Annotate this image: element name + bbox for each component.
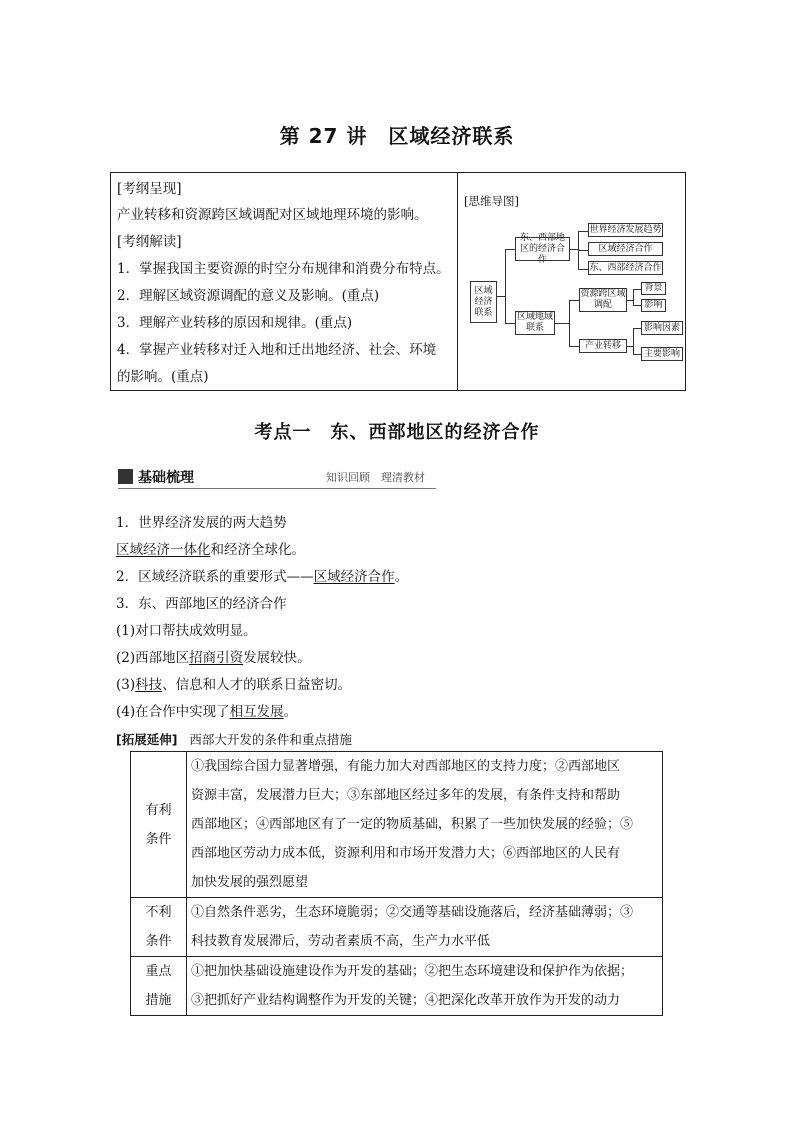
content-line — [116, 538, 305, 558]
mind-map-leaf: 主要影响 — [641, 347, 683, 361]
mind-map-leaf: 影响 — [641, 299, 666, 312]
cell-line: ③把抓好产业结构调整作为开发的关键；④把深化改革开放作为开发的动力 — [191, 993, 621, 1008]
mind-map-leaf: 背景 — [641, 282, 666, 295]
content-text: 。 — [283, 704, 298, 720]
cell-line: 西部地区劳动力成本低，资源利用和市场开发潜力大；⑥西部地区的人民有 — [191, 846, 621, 861]
divider — [118, 488, 436, 489]
content-text: 。 — [394, 569, 409, 585]
row-header — [131, 957, 187, 1016]
content-line — [116, 565, 408, 585]
content-line: (1)对口帮扶成效明显。 — [116, 623, 257, 639]
cell-line: 西部地区；④西部地区有了一定的物质基础，积累了一些加快发展的经验；⑤ — [191, 817, 634, 832]
extension-heading — [116, 730, 352, 748]
mind-map-leaf: 东、西部经济合作 — [588, 261, 663, 275]
table-row — [131, 752, 663, 898]
content-text: 发展较快。 — [243, 650, 311, 666]
mind-map-leaf: 影响因素 — [641, 321, 683, 335]
page-title: 第 27 讲 区域经济联系 — [279, 124, 515, 148]
mind-map-branch: 区域地域联系 — [516, 312, 553, 333]
conditions-table — [130, 751, 663, 1016]
content-text: (2)西部地区 — [116, 650, 190, 666]
cell-line: 加快发展的强烈愿望 — [191, 875, 309, 890]
mind-map-sub: 产业转移 — [579, 339, 627, 353]
basics-subtitle: 知识回顾 理清教材 — [326, 471, 425, 484]
basics-title: 基础梳理 — [138, 470, 194, 486]
mind-map-label: [思维导图] — [464, 194, 519, 208]
cell-line: 资源丰富，发展潜力巨大；③东部地区经过多年的发展，有条件支持和帮助 — [191, 788, 621, 803]
row-header-text: 重点 — [145, 964, 172, 979]
outline-line: 的影响。(重点) — [117, 369, 209, 385]
outline-line: 4．掌握产业转移对迁入地和迁出地经济、社会、环境 — [117, 342, 437, 358]
row-header — [131, 752, 187, 898]
row-header-text: 有利 — [145, 802, 172, 818]
key-term: 区域经济一体化 — [116, 542, 211, 558]
content-text: 2．区域经济联系的重要形式—— — [116, 569, 314, 585]
row-content — [187, 957, 663, 1016]
outline-line: 3．理解产业转移的原因和规律。(重点) — [117, 315, 353, 331]
content-line — [116, 646, 311, 666]
key-term: 区域经济合作 — [313, 569, 395, 585]
outline-heading: [考纲呈现] — [117, 181, 182, 197]
cell-line: ①把加快基础设施建设作为开发的基础；②把生态环境建设和保护作为依据； — [191, 964, 634, 979]
mind-map-leaf: 世界经济发展趋势 — [588, 223, 663, 237]
cell-line: ①我国综合国力显著增强，有能力加大对西部地区的支持力度；②西部地区 — [191, 759, 621, 774]
table-row — [131, 957, 663, 1016]
outline-line: 产业转移和资源跨区域调配对区域地理环境的影响。 — [117, 207, 428, 223]
content-text: 和经济全球化。 — [210, 542, 305, 558]
mind-map-branch: 东、西部地区的经济合作 — [515, 237, 570, 261]
mind-map — [458, 173, 685, 390]
outline-box — [110, 172, 686, 391]
content-line — [116, 700, 297, 720]
content-line: 1．世界经济发展的两大趋势 — [116, 515, 287, 531]
row-header-text: 条件 — [145, 934, 172, 949]
row-header — [131, 898, 187, 957]
extension-text: 西部大开发的条件和重点措施 — [189, 732, 352, 747]
key-term: 招商引资 — [189, 650, 244, 666]
cell-line: ①自然条件恶劣，生态环境脆弱；②交通等基础设施落后，经济基础薄弱；③ — [191, 905, 634, 920]
content-text: (4)在合作中实现了 — [116, 704, 230, 720]
outline-line: 1．掌握我国主要资源的时空分布规律和消费分布特点。 — [117, 261, 450, 277]
key-term: 相互发展 — [229, 704, 284, 720]
row-header-text: 措施 — [145, 993, 172, 1008]
section-title: 考点一 东、西部地区的经济合作 — [254, 422, 540, 443]
basics-header — [118, 466, 436, 490]
mind-map-leaf: 区域经济合作 — [588, 242, 663, 256]
content-text: (3) — [116, 677, 136, 693]
content-line: 3．东、西部地区的经济合作 — [116, 596, 287, 612]
row-header-text: 不利 — [145, 905, 172, 920]
cell-line: 科技教育发展滞后，劳动者素质不高，生产力水平低 — [191, 934, 491, 949]
content-text: 、信息和人才的联系日益密切。 — [162, 677, 352, 693]
extension-label: [拓展延伸] — [116, 732, 178, 747]
mind-map-sub: 资源跨区域调配 — [580, 289, 626, 310]
exam-outline — [111, 173, 458, 390]
row-content — [187, 898, 663, 957]
outline-heading: [考纲解读] — [117, 234, 182, 250]
row-header-text: 条件 — [145, 831, 172, 847]
key-term: 科技 — [135, 677, 163, 693]
outline-line: 2．理解区域资源调配的意义及影响。(重点) — [117, 288, 380, 304]
mind-map-root: 区域经济联系 — [470, 281, 497, 323]
content-line — [116, 673, 351, 693]
table-row — [131, 898, 663, 957]
square-icon — [118, 469, 133, 484]
row-content — [187, 752, 663, 898]
